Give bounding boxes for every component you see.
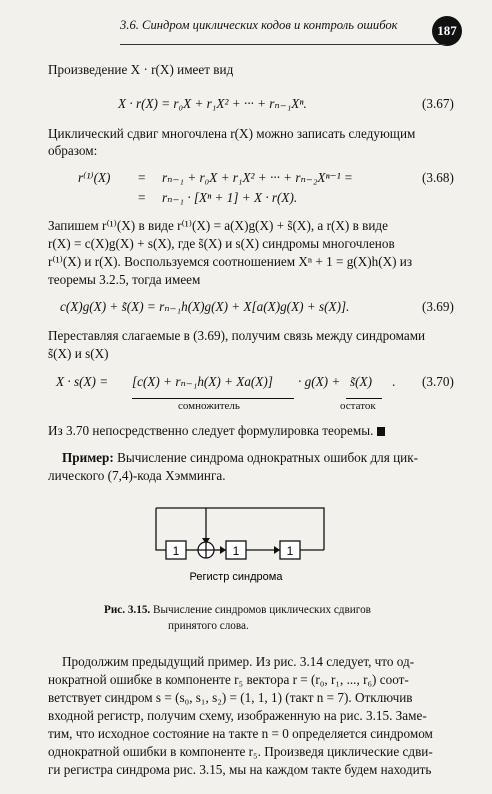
- underbrace-label-factor: сомножитель: [178, 400, 240, 412]
- paragraph-6-line-2: нократной ошибке в компоненте r₅ вектора r = (r₀, r₁, ..., r₆) соот-: [48, 672, 409, 687]
- equation-3-70-lhs: X · s(X) =: [56, 374, 109, 389]
- equation-3-70-mid: · g(X) +: [298, 374, 341, 389]
- paragraph-2-line-1: Циклический сдвиг многочлена r(X) можно записать следующим: [48, 126, 416, 141]
- figure-caption-text-1: Вычисление синдромов циклических сдвигов: [153, 604, 371, 616]
- paragraph-4-line-1: Переставляя слагаемые в (3.69), получим связь между синдромами: [48, 328, 426, 343]
- equation-3-70-factor: [c(X) + rₙ₋₁h(X) + Xa(X)]: [132, 374, 273, 389]
- example-label: Пример:: [62, 450, 114, 465]
- page-number: 187: [432, 16, 462, 46]
- equation-3-69: c(X)g(X) + s̃(X) = rₙ₋₁h(X)g(X) + X[a(X)g(X) + s(X)].: [60, 299, 350, 314]
- paragraph-6-line-7: ги регистра синдрома рис. 3.15, мы на каждом такте будем находить: [48, 762, 432, 777]
- register-cell-3: [280, 541, 300, 559]
- diagram-label: Регистр синдрома: [189, 571, 283, 583]
- paragraph-3-line-3: r⁽¹⁾(X) и r(X). Воспользуемся соотношением Xⁿ + 1 = g(X)h(X) из: [48, 254, 413, 269]
- paragraph-3-line-4: теоремы 3.2.5, тогда имеем: [48, 272, 201, 287]
- equation-3-70-remainder: s̃(X): [350, 374, 372, 389]
- paragraph-4-line-2: s̃(X) и s(X): [48, 346, 109, 361]
- qed-icon: [377, 427, 385, 436]
- register-cell-1: [166, 541, 186, 559]
- example-line-2: лического (7,4)-кода Хэмминга.: [48, 468, 226, 483]
- paragraph-2-line-2: образом:: [48, 143, 98, 158]
- paragraph-5: [48, 423, 385, 439]
- equation-3-67: X · r(X) = r₀X + r₁X² + ··· + rₙ₋₁Xⁿ.: [118, 96, 307, 111]
- register-cell-2-value: 1: [232, 544, 240, 558]
- paragraph-3-line-1: Запишем r⁽¹⁾(X) в виде r⁽¹⁾(X) = a(X)g(X) + s̃(X), а r(X) в виде: [48, 218, 388, 233]
- register-cell-1-value: 1: [172, 544, 180, 558]
- equation-3-68-rhs-1: rₙ₋₁ + r₀X + r₁X² + ··· + rₙ₋₂Xⁿ⁻¹ =: [162, 170, 353, 185]
- paragraph-6-line-3: ветствует синдром s = (s₀, s₁, s₂) = (1, 1, 1) (такт n = 7). Отключив: [48, 690, 413, 705]
- paragraph-5-text: Из 3.70 непосредственно следует формулировка теоремы.: [48, 423, 374, 438]
- equation-3-70-number: (3.70): [422, 374, 454, 389]
- equation-3-67-number: (3.67): [422, 96, 454, 111]
- paragraph-6-line-4: входной регистр, получим схему, изображенную на рис. 3.15. Заме-: [48, 708, 427, 723]
- equation-3-68-lhs: r⁽¹⁾(X): [78, 170, 111, 185]
- paragraph-6-line-1: Продолжим предыдущий пример. Из рис. 3.14 следует, что од-: [62, 654, 415, 669]
- register-cell-2: [226, 541, 246, 559]
- running-title: 3.6. Синдром циклических кодов и контроль ошибок: [120, 18, 398, 32]
- header-rule: [120, 44, 446, 45]
- paragraph-6-line-5: тим, что исходное состояние на такте n = 0 определяется синдромом: [48, 726, 433, 741]
- register-cell-3-value: 1: [286, 544, 294, 558]
- underbrace-remainder: [346, 392, 382, 399]
- equation-3-68-rhs-2: rₙ₋₁ · [Xⁿ + 1] + X · r(X).: [162, 190, 298, 205]
- example-line-1: [62, 450, 418, 466]
- feedback-line-left: [156, 508, 166, 550]
- paragraph-1: Произведение X · r(X) имеет вид: [48, 62, 234, 77]
- equation-3-68-eq-sign-1: =: [138, 170, 146, 185]
- paragraph-3-line-2: r(X) = c(X)g(X) + s(X), где s̃(X) и s(X) синдромы многочленов: [48, 236, 395, 251]
- figure-caption-line-1: [104, 604, 371, 616]
- equation-3-70-period: .: [392, 374, 396, 389]
- equation-3-69-number: (3.69): [422, 299, 454, 314]
- figure-caption-label: Рис. 3.15.: [104, 604, 151, 616]
- syndrome-register-diagram: [150, 506, 340, 586]
- example-text-1: Вычисление синдрома однократных ошибок для цик-: [113, 450, 419, 465]
- paragraph-6-line-6: однократной ошибки в компоненте r₅. Произведя циклические сдви-: [48, 744, 433, 759]
- xor-adder-icon: [198, 542, 214, 558]
- equation-3-68-eq-sign-2: =: [138, 190, 146, 205]
- underbrace-label-remainder: остаток: [340, 400, 376, 412]
- figure-caption-line-2: принятого слова.: [168, 620, 249, 632]
- underbrace-factor: [132, 392, 294, 399]
- equation-3-68-number: (3.68): [422, 170, 454, 185]
